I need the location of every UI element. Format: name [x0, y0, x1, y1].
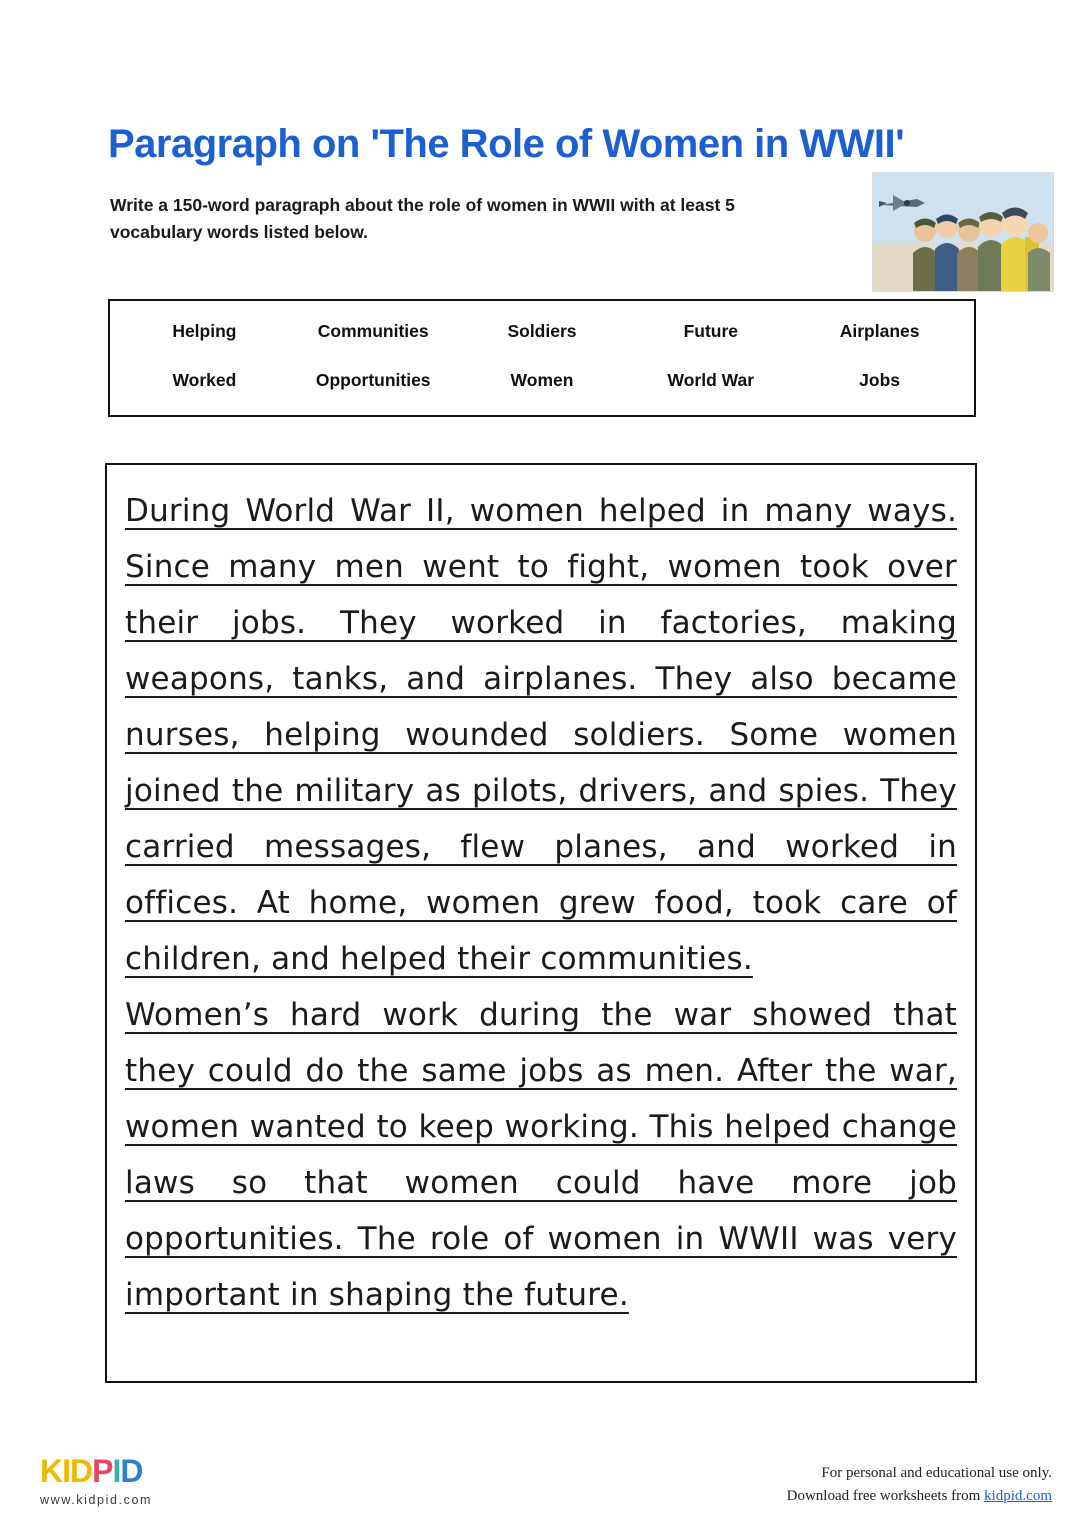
logo-text-kid: KID [40, 1453, 93, 1489]
vocab-word: Women [510, 370, 574, 390]
vocab-word: Soldiers [507, 321, 577, 341]
logo-text-d: D [120, 1453, 143, 1489]
illustration-graphic [873, 173, 1053, 291]
logo-text-p: P [92, 1453, 113, 1489]
instructions-text: Write a 150-word paragraph about the role of women in WWII with at least 5 vocabulary words listed below. [110, 195, 735, 243]
logo-wordmark [40, 1455, 270, 1487]
vocab-word: Communities [317, 321, 429, 341]
page-title: Paragraph on 'The Role of Women in WWII' [108, 122, 905, 166]
wwii-women-illustration [872, 172, 1054, 292]
vocab-word: Airplanes [839, 321, 920, 341]
vocab-word: Worked [172, 370, 237, 390]
footer-notice-prefix: Download free worksheets from [786, 1488, 985, 1505]
answer-paragraph-1: During World War II, women helped in many ways. Since many men went to fight, women took over their jobs. They worked in factories, making weapons, tanks, and airplanes. They also became nurses, helping wounded soldiers. Some women joined the military as pilots, drivers, and spies. They carried messages, flew planes, and worked in offices. At home, women grew food, took care of children, and helped their communities. [125, 493, 957, 977]
footer-notice-line1: For personal and educational use only. [821, 1465, 1052, 1481]
vocab-word: Helping [172, 321, 237, 341]
footer-notice [787, 1462, 1052, 1509]
answer-box[interactable] [105, 463, 977, 1383]
footer-download-link[interactable]: kidpid.com [984, 1488, 1052, 1505]
vocabulary-box [108, 299, 976, 417]
logo-text-i: I [112, 1453, 121, 1489]
answer-paragraph-2: Women’s hard work during the war showed that they could do the same jobs as men. After the war, women wanted to keep working. This helped change laws so that women could have more job opportunities. The role of women in WWII was very important in shaping the future. [125, 997, 957, 1313]
vocab-word: Future [683, 321, 739, 341]
vocab-word: World War [667, 370, 755, 390]
kidpid-logo[interactable] [40, 1455, 270, 1507]
vocabulary-grid [110, 301, 974, 415]
footer-notice-line2 [787, 1485, 1052, 1508]
logo-website-url: www.kidpid.com [40, 1493, 153, 1507]
vocab-word: Jobs [859, 370, 901, 390]
vocab-word: Opportunities [315, 370, 431, 390]
